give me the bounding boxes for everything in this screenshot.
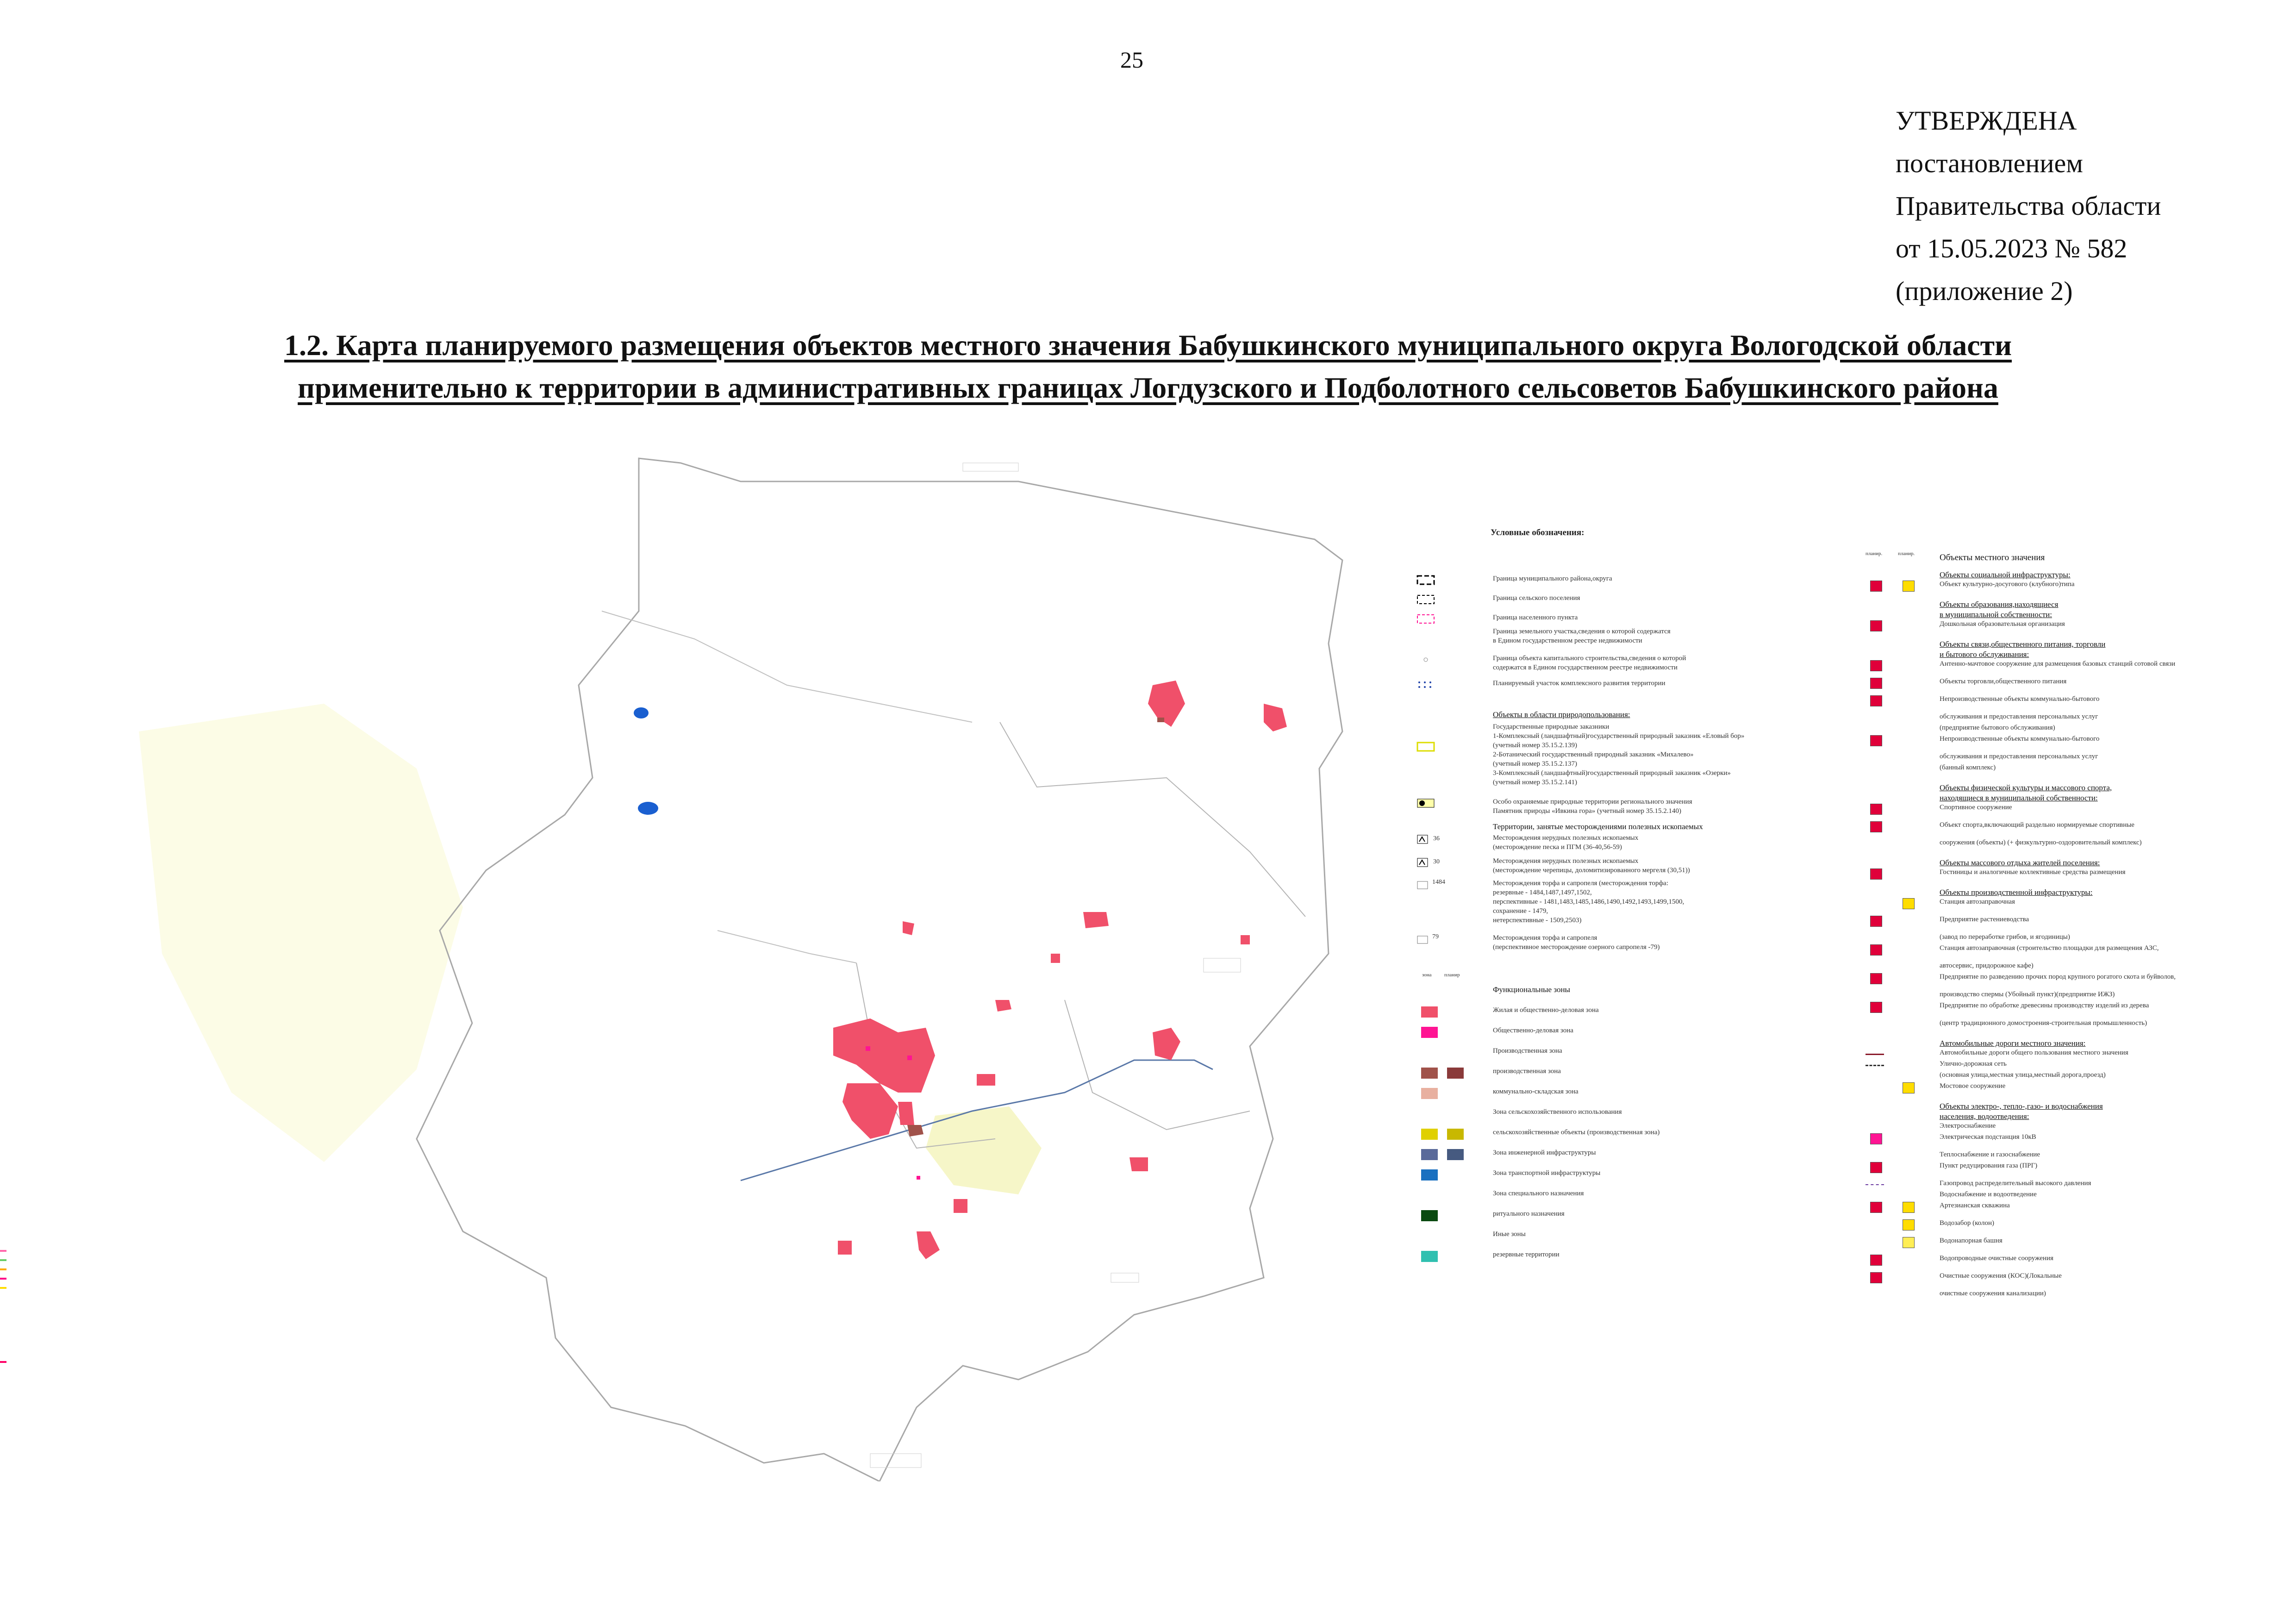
legend2-row [1861,1059,2277,1071]
legend2-section-header: Объекты связи,общественного питания, торговли [1940,640,2106,649]
settlement [838,1241,852,1255]
legend-label: (месторождение песка и ПГМ (36-40,56-59) [1493,843,1622,851]
gas-pipeline-symbol [1866,1184,1884,1185]
legend-label: Общественно-деловая зона [1493,1027,1573,1034]
map-label-box [1111,1273,1139,1282]
legend-section-header: Объекты в области природопользования: [1493,710,1630,719]
settlement [1129,1157,1148,1171]
legend-label: Жилая и общественно-деловая зона [1493,1006,1599,1014]
object-symbol [1870,695,1882,706]
legend2-label: (предприятие бытового обслуживания) [1940,724,2055,731]
legend2-section-header: Объекты физической культуры и массового спорта, [1940,783,2112,792]
map-object [907,1056,912,1060]
zones-column-header: зона [1422,972,1432,978]
legend2-row [1861,961,2277,973]
settlement [842,1083,898,1139]
territory-map[interactable] [0,444,1426,1481]
legend-row [1416,1230,1842,1242]
legend-row [1416,574,1842,586]
object-symbol [1870,1002,1882,1013]
legend-label: (месторождение черепицы, доломитизированного мергеля (30,51)) [1493,867,1690,874]
legend2-label: Объекты торговли,общественного питания [1940,678,2067,685]
legend2-row [1861,1254,2277,1266]
legend-row [1416,1189,1842,1201]
map-label-box [1204,958,1241,972]
legend-label: Зона сельскохозяйственного использования [1493,1108,1622,1116]
object-symbol [1870,1133,1882,1144]
settlement [898,1102,914,1125]
legend-label: Месторождения нерудных полезных ископаемых [1493,834,1639,842]
legend-label: Месторождения торфа и сапропеля [1493,934,1597,942]
legend2-row [1861,1190,2277,1202]
document-title [0,324,2296,409]
legend2-label: (центр традиционного домостроения-строительная промышленность) [1940,1019,2147,1027]
legend2-section-header: Объекты образования,находящиеся [1940,600,2059,609]
object-symbol [1870,1272,1882,1283]
legend2-row [1861,1289,2277,1301]
legend2-label: очистные сооружения канализации) [1940,1290,2046,1297]
legend-label: Памятник природы «Ивкина гора» (учетный номер 35.15.2.140) [1493,807,1681,815]
legend2-label: Электрическая подстанция 10кВ [1940,1133,2036,1141]
settlement [977,1074,995,1086]
legend-row [1416,1209,1842,1221]
legend-label: (перспективное месторождение озерного сапропеля -79) [1493,943,1660,951]
legend2-label: (завод по переработке грибов, и ягодиницы) [1940,933,2070,941]
legend-label: Месторождения нерудных полезных ископаемых [1493,857,1639,865]
legend-label: сохранение - 1479, [1493,907,1548,915]
legend2-section-header: Объекты социальной инфраструктуры: [1940,570,2071,579]
legend2-label: Автомобильные дороги общего пользования местного значения [1940,1049,2128,1056]
object-symbol [1870,1162,1882,1173]
legend2-label: Теплоснабжение и газоснабжение [1940,1151,2040,1158]
zone-swatch [1421,1027,1438,1038]
legend2-row [1861,1048,2277,1060]
zone-swatch [1421,1169,1438,1181]
object-symbol [1870,1202,1882,1213]
legend2-row [1861,1201,2277,1213]
deposit-code: 36 [1433,835,1440,842]
legend-row [1416,1250,1842,1262]
zone-swatch [1421,1210,1438,1221]
map-label-box [963,463,1018,471]
object-symbol [1870,944,1882,956]
legend-row [1416,613,1842,625]
legend2-label: Гостиницы и аналогичные коллективные средства размещения [1940,868,2126,876]
legend-label: нетерспективные - 1509,2503) [1493,917,1582,924]
settlement [995,1000,1011,1012]
map-canvas [0,444,1426,1481]
reserve-area [139,704,463,1162]
object-symbol [1870,821,1882,832]
legend2-label: Водоснабжение и водоотведение [1940,1191,2037,1198]
legend2-label: обслуживания и предоставления персональных услуг [1940,753,2098,760]
legend2-label: Пункт редуцирования газа (ПРГ) [1940,1162,2038,1169]
object-symbol [1870,660,1882,671]
locality-boundary-symbol [1416,614,1435,624]
legend2-section-header: Объекты электро-, тепло-,газо- и водоснабжения [1940,1102,2103,1111]
object-symbol [1870,804,1882,815]
legend2-row [1861,1081,2277,1093]
approval-line: (приложение 2) [1896,276,2073,306]
legend2-row [1861,868,2277,880]
legend-label: Зона транспортной инфраструктуры [1493,1169,1601,1177]
object-symbol [1870,581,1882,592]
page-number: 25 [1120,47,1143,73]
legend-label: Государственные природные заказники [1493,723,1610,731]
legend2-label: сооружения (объекты) (+ физкультурно-оздоровительный комплекс) [1940,839,2142,846]
legend2-row [1861,1132,2277,1144]
legend-label: содержатся в Едином государственном реестре недвижимости [1493,664,1678,671]
settlement [1083,912,1109,928]
zones-column-header: планир [1444,972,1460,978]
legend-label: (учетный номер 35.15.2.137) [1493,760,1578,768]
legend2-label: Предприятие растениеводства [1940,916,2029,923]
planned-object-symbol [1903,1082,1915,1093]
legend2-label: Мостовое сооружение [1940,1082,2006,1090]
legend-row [1416,1148,1842,1160]
settlement [903,921,914,935]
legend-label: в Едином государственном реестре недвижимости [1493,637,1642,644]
legend-row [1416,1107,1842,1119]
zone-swatch [1421,1088,1438,1099]
legend2-row [1861,619,2277,631]
legend-row [1416,1006,1842,1018]
deposit-code: 1484 [1432,879,1445,886]
legend2-label: производство спермы (Убойный пункт)(предприятие ИЖЗ) [1940,991,2115,998]
legend2-label: Предприятие по обработке древесины производству изделий из дерева [1940,1002,2149,1009]
planned-object-symbol [1903,1202,1915,1213]
legend-label: Граница земельного участка,сведения о которой содержатся [1493,628,1671,635]
legend-label: 2-Ботанический государственный природный заказник «Михалево» [1493,751,1694,758]
legend2-label: Артезианская скважина [1940,1202,2010,1209]
road-symbol [1866,1054,1884,1055]
legend-section-header: Функциональные зоны [1493,985,1570,994]
deposit-code: 79 [1432,933,1439,940]
legend-row [1416,916,1842,928]
legend2-label: Непроизводственные объекты коммунально-бытового [1940,735,2100,743]
approval-line: УТВЕРЖДЕНА [1896,106,2077,136]
legend-label: коммунально-складская зона [1493,1088,1578,1095]
legend-label: Иные зоны [1493,1230,1526,1238]
legend2-title: Объекты местного значения [1940,553,2045,562]
deposit-code: 30 [1433,858,1440,865]
legend2-row [1861,897,2277,909]
legend2-label: Газопровод распределительный высокого давления [1940,1180,2091,1187]
legend2-row [1861,723,2277,735]
legend2-label: (основная улица,местная улица,местный дорога,проезд) [1940,1071,2106,1079]
legend-row [1416,1026,1842,1038]
side-color-marks [0,1250,6,1315]
legend-row [1416,778,1842,790]
object-symbol [1870,973,1882,984]
settlement [833,1018,935,1093]
approval-stamp [1896,100,2161,312]
zone-swatch [1421,1006,1438,1018]
legend2-label: обслуживания и предоставления персональных услуг [1940,713,2098,720]
legend-row [1416,1128,1842,1140]
legend2-row [1861,580,2277,592]
legend2-row [1861,915,2277,927]
legend2-section-header: Объекты производственной инфраструктуры: [1940,888,2093,897]
legend2-label: Электроснабжение [1940,1122,1996,1130]
legend2-row [1861,1271,2277,1283]
legend-row [1416,943,1842,955]
title-line-2: применительно к территории в административных границах Логдузского и Подболотного сельсоветов Бабушкинского района [298,371,1998,404]
zone-swatch-planned [1447,1129,1464,1140]
map-object [917,1176,920,1180]
district-boundary-symbol [1416,575,1435,585]
legend2-section-header: Автомобильные дороги местного значения: [1940,1039,2086,1048]
settlement-boundary [602,611,972,963]
legend-row [1416,1168,1842,1181]
legend2-row [1861,1179,2277,1191]
legend-label: (учетный номер 35.15.2.139) [1493,742,1578,749]
legend2-row [1861,694,2277,706]
legend2-label: Водонапорная башня [1940,1237,2003,1244]
legend2-section-header: и бытового обслуживания: [1940,650,2029,659]
column-header: планир. [1898,551,1915,556]
legend2-row [1861,1121,2277,1133]
legend2-row [1861,972,2277,984]
legend-row [1416,843,1842,855]
legend2-label: Водозабор (колон) [1940,1219,1995,1227]
legend-row [1416,821,1842,833]
lake [638,802,658,815]
zone-swatch [1421,1251,1438,1262]
legend-label: Особо охраняемые природные территории регионального значения [1493,798,1692,806]
legend-row [1416,679,1842,691]
legend2-label: автосервис, придорожное кафе) [1940,962,2034,969]
legend2-row [1861,734,2277,746]
legend-row [1416,866,1842,878]
development-area-symbol [1416,680,1435,690]
legend2-row [1861,763,2277,775]
object-symbol [1870,678,1882,689]
legend2-section-header: находящиеся в муниципальной собственности: [1940,793,2098,802]
map-object [866,1046,870,1051]
title-line-1: 1.2. Карта планируемого размещения объектов местного значения Бабушкинского муниципального округа Вологодской области [284,329,2012,362]
legend2-row [1861,1218,2277,1230]
planned-object-symbol [1903,1219,1915,1230]
object-symbol [1870,916,1882,927]
legend-label: Граница населенного пункта [1493,614,1578,621]
zone-swatch [1421,1129,1438,1140]
legend2-label: Дошкольная образовательная организация [1940,620,2065,628]
legend-label: 3-Комплексный (ландшафтный)государственный природный заказник «Озерки» [1493,769,1731,777]
legend-label: сельскохозяйственные объекты (производственная зона) [1493,1129,1660,1136]
legend2-label: Водопроводные очистные сооружения [1940,1255,2053,1262]
legend2-section-header: населения, водоотведения: [1940,1112,2029,1121]
legend2-row [1861,838,2277,850]
industrial-zone [1157,718,1164,722]
legend2-label: Предприятие по разведению прочих пород крупного рогатого скота и буйволов, [1940,973,2176,981]
legend2-row [1861,943,2277,956]
legend2-section-header: в муниципальной собственности: [1940,610,2052,619]
legend-title: Условные обозначения: [1491,528,1585,537]
approval-line: от 15.05.2023 № 582 [1896,233,2128,263]
legend2-label: Очистные сооружения (КОС)(Локальные [1940,1272,2062,1280]
legend-label: ритуального назначения [1493,1210,1565,1218]
industrial-zone [907,1125,923,1137]
zone-swatch [1421,1068,1438,1079]
settlement [1051,954,1060,963]
legend2-section-header: Объекты массового отдыха жителей поселения: [1940,858,2100,867]
legend2-row [1861,1001,2277,1013]
street-symbol [1866,1065,1884,1066]
planned-object-symbol [1903,1237,1915,1248]
legend-row [1416,636,1842,648]
legend-label: резервные - 1484,1487,1497,1502, [1493,889,1592,896]
legend-row [1416,1087,1842,1099]
legend2-row [1861,712,2277,724]
legend-label: Зона инженерной инфраструктуры [1493,1149,1596,1156]
object-symbol [1870,735,1882,746]
legend-row [1416,806,1842,818]
settlement [1241,935,1250,944]
legend2-label: Улично-дорожная сеть [1940,1060,2007,1068]
legend2-row [1861,820,2277,832]
zone-swatch-planned [1447,1149,1464,1160]
legend-label: 1-Комплексный (ландшафтный)государственный природный заказник «Еловый бор» [1493,732,1745,740]
legend-label: Граница муниципального района,округа [1493,575,1612,582]
legend-label: Зона специального назначения [1493,1190,1584,1197]
legend2-row [1861,1161,2277,1173]
legend2-row [1861,803,2277,815]
zone-swatch-planned [1447,1068,1464,1079]
legend-label: Производственная зона [1493,1047,1562,1055]
legend-label: производственная зона [1493,1068,1561,1075]
legend2-label: Объект спорта,включающий раздельно нормируемые спортивные [1940,821,2134,829]
legend2-row [1861,677,2277,689]
planned-object-symbol [1903,898,1915,909]
legend2-row [1861,1150,2277,1162]
legend-label: Месторождения торфа и сапропеля (месторождения торфа: [1493,880,1668,887]
planned-object-symbol [1903,581,1915,592]
object-symbol [1870,620,1882,631]
legend2-row [1861,990,2277,1002]
legend-label: (учетный номер 35.15.2.141) [1493,779,1578,786]
lake [634,707,649,718]
approval-line: постановлением [1896,148,2083,178]
legend2-label: Станция автозаправочная [1940,898,2015,906]
object-symbol [1870,868,1882,880]
legend-section-header: Территории, занятые месторождениями полезных ископаемых [1493,822,1703,831]
legend-row [1416,709,1842,721]
legend-row [1416,1067,1842,1079]
legend2-row [1861,1236,2277,1248]
legend-label: резервные территории [1493,1251,1560,1258]
settlement [1264,704,1287,731]
zone-swatch [1421,1149,1438,1160]
legend-label: перспективные - 1481,1483,1485,1486,1490,1492,1493,1499,1500, [1493,898,1685,906]
settlement [917,1231,940,1259]
settlement-boundary-symbol [1416,594,1435,605]
legend2-label: Объект культурно-досугового (клубного)типа [1940,581,2075,588]
settlement [954,1199,967,1213]
legend-row [1416,984,1842,996]
legend-row [1416,593,1842,606]
approval-line: Правительства области [1896,191,2161,221]
legend2-row [1861,1070,2277,1082]
column-header: планир. [1866,551,1883,556]
legend2-label: (банный комплекс) [1940,764,1996,771]
legend-row [1416,1046,1842,1058]
legend2-row [1861,659,2277,671]
map-label-box [870,1454,921,1468]
settlement [1153,1028,1180,1060]
legend2-row [1861,1018,2277,1031]
legend-row [1416,663,1842,675]
legend-label: Планируемый участок комплексного развития территории [1493,680,1666,687]
legend2-label: Непроизводственные объекты коммунально-бытового [1940,695,2100,703]
legend2-row [1861,752,2277,764]
legend2-label: Спортивное сооружение [1940,804,2012,811]
legend-label: Граница объекта капитального строительства,сведения о которой [1493,655,1686,662]
legend-label: Граница сельского поселения [1493,594,1580,602]
legend2-row [1861,932,2277,944]
legend2-label: Антенно-мачтовое сооружение для размещения базовых станций сотовой связи [1940,660,2176,668]
legend2-label: Станция автозаправочная (строительство площадки для размещения АЗС, [1940,944,2159,952]
object-symbol [1870,1255,1882,1266]
settlement [1148,681,1185,727]
